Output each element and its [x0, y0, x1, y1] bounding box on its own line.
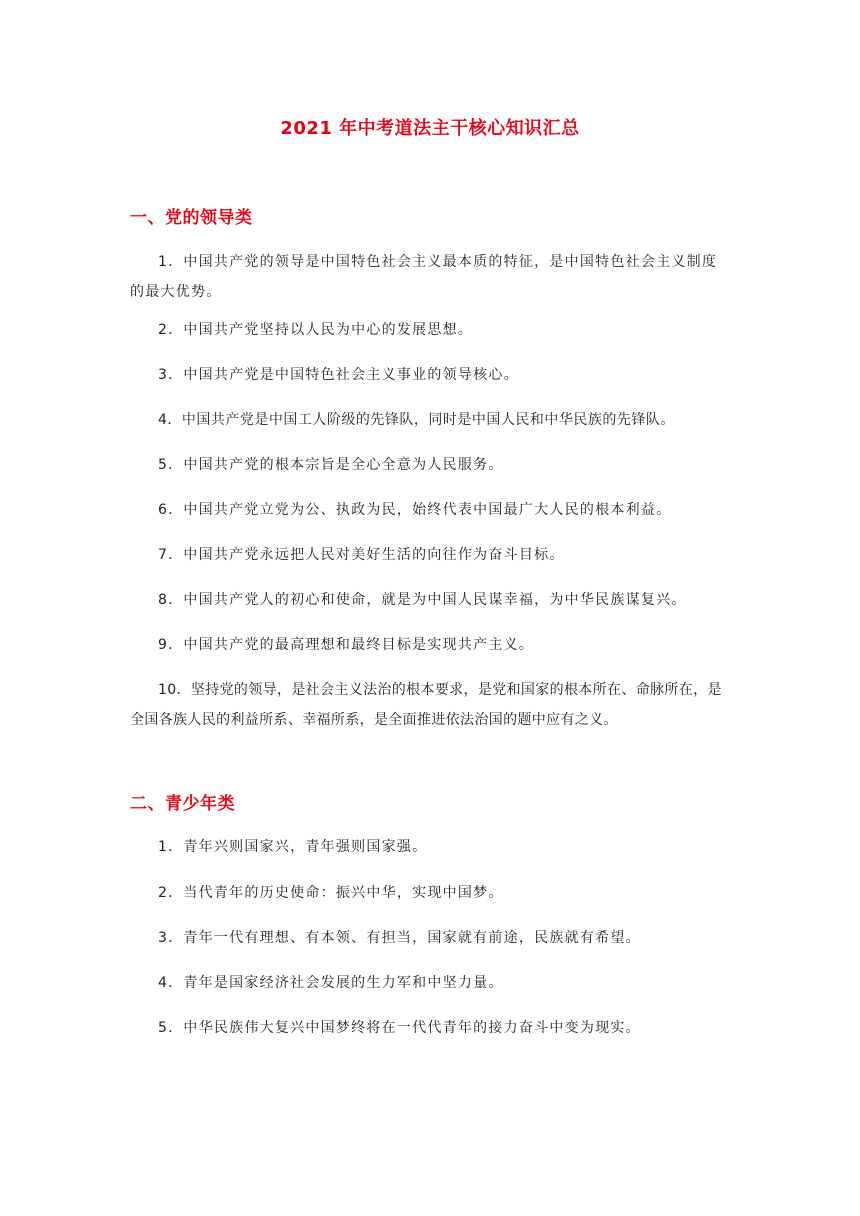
- section-heading-party-leadership: 一、党的领导类: [130, 208, 253, 228]
- list-item: 1．青年兴则国家兴，青年强则国家强。: [158, 839, 428, 855]
- list-item: 8．中国共产党人的初心和使命，就是为中国人民谋幸福，为中华民族谋复兴。: [158, 592, 687, 608]
- list-item: 2．中国共产党坚持以人民为中心的发展思想。: [158, 322, 474, 338]
- list-item: 9．中国共产党的最高理想和最终目标是实现共产主义。: [158, 637, 535, 653]
- list-item: 5．中国共产党的根本宗旨是全心全意为人民服务。: [158, 457, 504, 473]
- list-item: 1．中国共产党的领导是中国特色社会主义最本质的特征，是中国特色社会主义制度的最大优势。: [130, 254, 718, 300]
- list-item: 3．中国共产党是中国特色社会主义事业的领导核心。: [158, 367, 519, 383]
- list-item: 4．中国共产党是中国工人阶级的先锋队，同时是中国人民和中华民族的先锋队。: [158, 412, 675, 428]
- list-item: 6．中国共产党立党为公、执政为民，始终代表中国最广大人民的根本利益。: [158, 502, 672, 518]
- document-title: 2021 年中考道法主干核心知识汇总: [280, 118, 580, 139]
- list-item: 7．中国共产党永远把人民对美好生活的向往作为奋斗目标。: [158, 547, 565, 563]
- list-item: 5．中华民族伟大复兴中国梦终将在一代代青年的接力奋斗中变为现实。: [158, 1020, 641, 1036]
- list-item: 4．青年是国家经济社会发展的生力军和中坚力量。: [158, 975, 504, 991]
- section-heading-youth: 二、青少年类: [130, 794, 235, 814]
- list-item: 2．当代青年的历史使命：振兴中华，实现中国梦。: [158, 885, 504, 901]
- list-item: 10．坚持党的领导，是社会主义法治的根本要求，是党和国家的根本所在、命脉所在，是全国各族人民的利益所系、幸福所系，是全面推进依法治国的题中应有之义。: [130, 682, 722, 728]
- list-item: 3．青年一代有理想、有本领、有担当，国家就有前途，民族就有希望。: [158, 930, 641, 946]
